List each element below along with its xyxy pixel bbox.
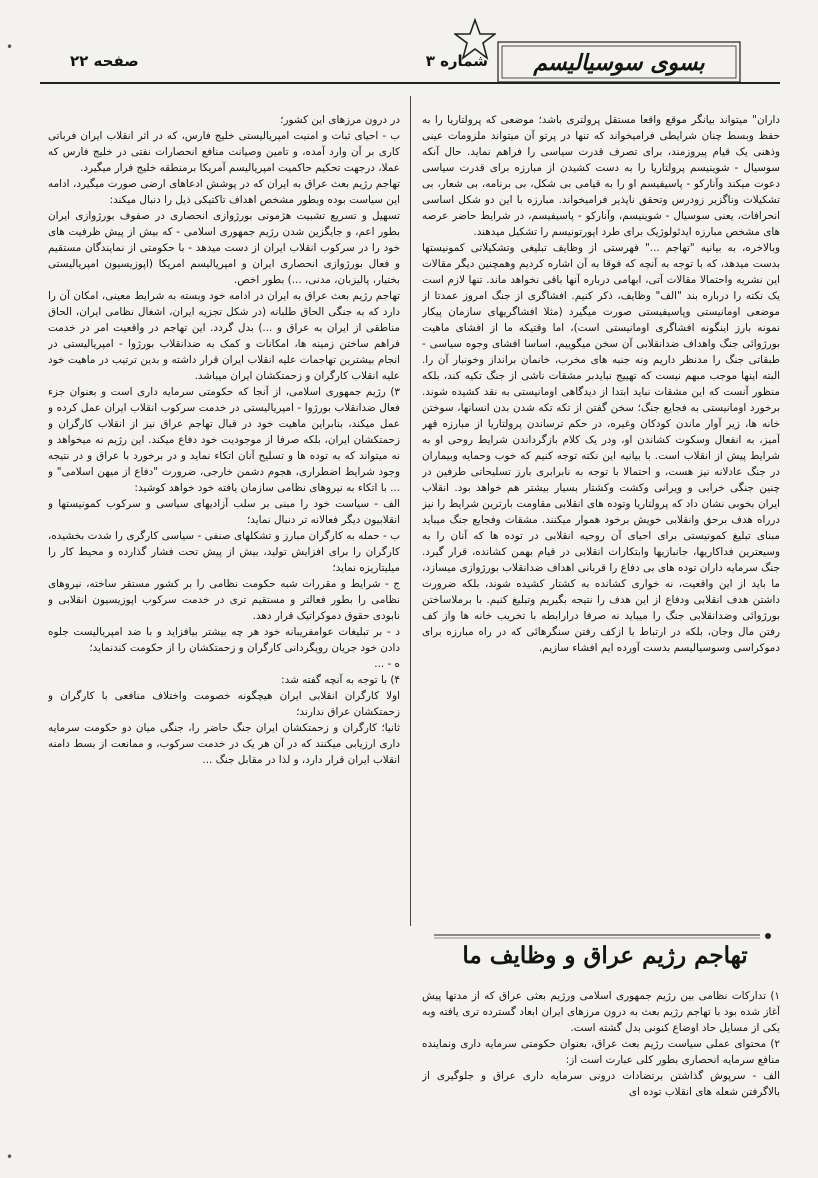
section-ornament <box>430 928 780 942</box>
article-column-left: در درون مرزهای این کشور؛ ب - احیای ثبات و امنیت امپریالیستی خلیج فارس، که در اثر انقلاب ایران فرباتی کاری بر آن وارد آمده، و تامین وصیانت منافع انحصارات نفتی در خلیج فارس که عملا، درجهت تحکیم حاکمیت امپریالیسم آمریکا برمنطقه خلیج فرار میگیرد. تهاجم رژیم بعث عراق به ایران که در پوشش ادعاهای ارضی صورت میگیرد، ادامه این سیاست بوده وبطور مشخص اهداف تاکتیکی ذیل را دنبال میکند: تسهیل و تسریع تشبیت هژمونی بورژوازی انحصاری در صفوف بورژوازی ایران بطور اعم، و جایگزین شدن رژیم جمهوری اسلامی - که بیش از پیش ظرفیت های خود را در سرکوب انقلاب ایران از دست میدهد - با حکومتی از نمایندگان مستقیم و فعال بورژوازی انحصاری ایران و امپریالیسم امریکا (اپوزیسیون امپریالیستی بختیار، پالیزبان، مدنی، ...) بطور اخص. تهاجم رژیم بعث عراق به ایران در ادامه خود وبسته به شرایط معینی، امکان آن را دارد که به جنگی الحاق طلبانه (در شکل تجزیه ایران، اشغال نظامی ایران، الحاق مناطقی از ایران به عراق و ...) بدل گردد. این تهاجم در واقعیت امر در خدمت فراهم ساختن زمینه ها، امکانات و کمک به ضدانقلاب بورژوا - امپریالیستی در انجام بیشترین تهاجمات علیه انقلاب ایران قرار داشته و بدین ترتیب در ماهیت خود علیه انقلاب کارگران و زحمتکشان ایران میباشد. ۳) رژیم جمهوری اسلامی، از آنجا که حکومتی سرمایه داری است و بعنوان جزء فعال ضدانقلاب بورژوا - امپریالیستی در خدمت سرکوب انقلاب ایران عمل کرده و عمل میکند، بنابراین ماهیت خود در قبال تهاجم عراق نیز از انقلاب کارگران و زحمتکشان ایران، بلکه صرفا از موجودیت خود دفاع میکند. این رژیم نه میخواهد و نه میتواند که به توده ها و تسلیح آنان اتکاء نماید و در برخورد با عراق و در نتیجه وجود شرایط اضطراری، هجوم دشمن خارجی، ضرورت "دفاع از میهن اسلامی" و ... با اتکاء به نیروهای نظامی سازمان یافته خود خواهد کوشید: الف - سیاست خود را مبنی بر سلب آزادیهای سیاسی و سرکوب کمونیستها و انقلابیون دیگر فعالانه تر دنبال نماید؛ ب - حمله به کارگران مبارز و تشکلهای صنفی - سیاسی کارگری را شدت بخشیده، کارگران را برای افزایش تولید، بیش از پیش تحت فشار گذارده و محیط کار را میلیتاریزه نماید؛ ج - شرایط و مقررات شبه حکومت نظامی را بر کشور مستقر ساخته، نیروهای نظامی را بطور فعالتر و مستقیم تری در خدمت سرکوب اپوزیسیون انقلابی و نابودی حقوق دموکراتیک قرار دهد. د - بر تبلیغات عوامفریبانه خود هر چه بیشتر بیافزاید و با ضد امپریالیست جلوه دادن خود جریان رویگردانی کارگران و زحمتکشان را از حکومت کندنماید؛ ه - ... ۴) با توجه به آنچه گفته شد: اولا کارگران انقلابی ایران هیچگونه خصومت واختلاف منافعی با کارگران و زحمتکشان عراق ندارند؛ ثانیا؛ کارگران و زحمتکشان ایران جنگ حاضر را، جنگی میان دو حکومت سرمایه داری ارزیابی میکنند که در آن هر یک در خدمت سرکوب، و ممانعت از بسط دامنه انقلاب ایران قرار دارد، و لذا در مقابل جنگ ... <box>48 114 400 766</box>
scan-mark: • <box>6 40 14 54</box>
page-number: صفحه ۲۲ <box>70 52 139 70</box>
article-column-bottom: ۱) تدارکات نظامی بین رژیم جمهوری اسلامی ورژیم بعثی عراق که از مدتها پیش آغاز شده بود با تهاجم رژیم بعث به درون مرزهای ایران ابعاد گسترده تری یافته وبه یکی از مسایل حاد اوضاع کنونی بدل گشته است. ۲) محتوای عملی سیاست رژیم بعث عراق، بعنوان حکومتی سرمایه داری ونماینده منافع سرمایه انحصاری بطور کلی عبارت است از: الف - سرپوش گذاشتن برتضادات درونی سرمایه داری عراق و جلوگیری از بالاگرفتن شعله های انقلاب توده ای <box>422 990 780 1098</box>
scan-mark: • <box>6 1150 14 1164</box>
column-divider <box>410 96 411 926</box>
masthead-title: بسوی سوسیالیسم <box>533 50 705 76</box>
issue-number: شماره ۳ <box>425 52 488 70</box>
header-rule <box>40 82 780 84</box>
section-headline: تهاجم رژیم عراق و وظایف ما <box>462 942 748 969</box>
article-column-right: داران" میتواند بیانگر موقع واقعا مستقل پرولتری باشد؛ موضعی که پرولتاریا را به حفظ وبسط چنان شرایطی فرامیخواند که تنها در پرتو آن میتواند ملزومات عینی وذهنی یک قیام پیروزمند، برای تصرف قدرت سیاسی را فراهم نماید. حال آنکه سوسیال - شوینیسم پرولتاریا را به دست کشیدن از مبارزه برای قدرت سیاسی دعوت میکند وآنارکو - پاسیفیسم او را به قیامی بی شکل، بی برنامه، بی شعار، بی تشکیلات وناگزیر زودرس وتحقق ناپذیر فرامیخواند. مبارزه با این دو شکل اساسی انحرافات، یعنی سوسیال - شوینیسم، وآنارکو - پاسیفیسم، در شرایط حاضر عرصه های مشخص مبارزه ایدئولوژیک برای طرد اپورتونیسم را تشکیل میدهند. وبالاخره، به بیانیه "تهاجم ..." فهرستی از وظایف تبلیغی وتشکیلاتی کمونیستها بدست میدهد، که با توجه به آنچه که فوقا به آن اشاره کردیم وهمچنین دیگر مقالات این نشریه واحتمالا مقالات آتی، ابهامی درباره آنها باقی نخواهد ماند. تنها لازم است یک نکته را درباره بند "الف" وظایف، ذکر کنیم. افشاگری از جنگ امروز عمدتا از موضعی اومانیستی وپاسیفیستی صورت میگیرد (مثلا افشاگریهای سازمان پیکار نمونه بارز اینگونه افشاگری اومانیستی است)، اما وقتیکه ما از افشای ماهیت بورژوائی جنگ واهداف ضدانقلابی آن سخن میگوییم، اساسا افشای وجوه سیاسی - طبقاتی جنگ را مدنظر داریم ونه جنبه های مخرب، خانمان برانداز وخونبار آن را. البته اینها موجب مبهم نیست که تهییج نبایدبر مشقات ناشی از جنگ تکیه کند، بلکه منظور آنست که این مشقات نباید ابتدا از دیدگاهی اومانیستی به نقد کشیده شوند. برخورد اومانیستی به فجایع جنگ؛ سخن گفتن از تکه تکه شدن بدن انسانها، سوختن خانه ها، زیر آوار ماندن کودکان وغیره، در حکم ترساندن پرولتاریا از مبارزه قهر آمیز، به انفعال وسکوت کشاندن او، ودر یک کلام بازگرداندن شرایط روحی او به شرایط پیش از انقلاب است. با بیانیه این نکته توجه کنیم که خوب وحمایه وبیماران در جنگ عادلانه نیز هست، و احتمالا با توجه به نابرابری بارز تسلیحاتی طرفین در چنین جنگی خرابی و ویرانی وکشت وکشتار بسیار بیشتر هم خواهد بود. انقلاب ایران بخوبی نشان داد که پرولتاریا وتوده های انقلابی مقاومت بارترین شرایط را نیز درراه هدف برحق وانقلابی خویش برخود هموار میکنند. مشقات وفجایع جنگ میباید مبنای تبلیغ کمونیستی برای احیای آن روحیه انقلابی در توده ها که آنان را به وسیعترین فداکاریها، جانبازیها وابتکارات انقلابی در قیام بهمن کشانده، قرار گیرد. جنگ سرمایه داران توده های بی دفاع را قربانی اهداف ضدانقلاب بورژوازی میسازد، ما باید از این واقعیت، نه خواری کشانده به کشتار کشیده شوند، بلکه ضرورت داشتن هدف انقلابی ودفاع از این هدف را نتیجه بگیریم وتبلیغ کنیم. با برملاساختن بورژوائی وضدانقلابی جنگ را میباید نه صرفا درارابطه با تخریب خانه ها واز کف رفتن مال وجان، بلکه در ارتباط با ازکف رفتن سنگرهائی که در راه مبارزه برای دموکراسی وسوسیالیسم بدست آورده ایم افشاء سازیم. <box>422 114 780 654</box>
